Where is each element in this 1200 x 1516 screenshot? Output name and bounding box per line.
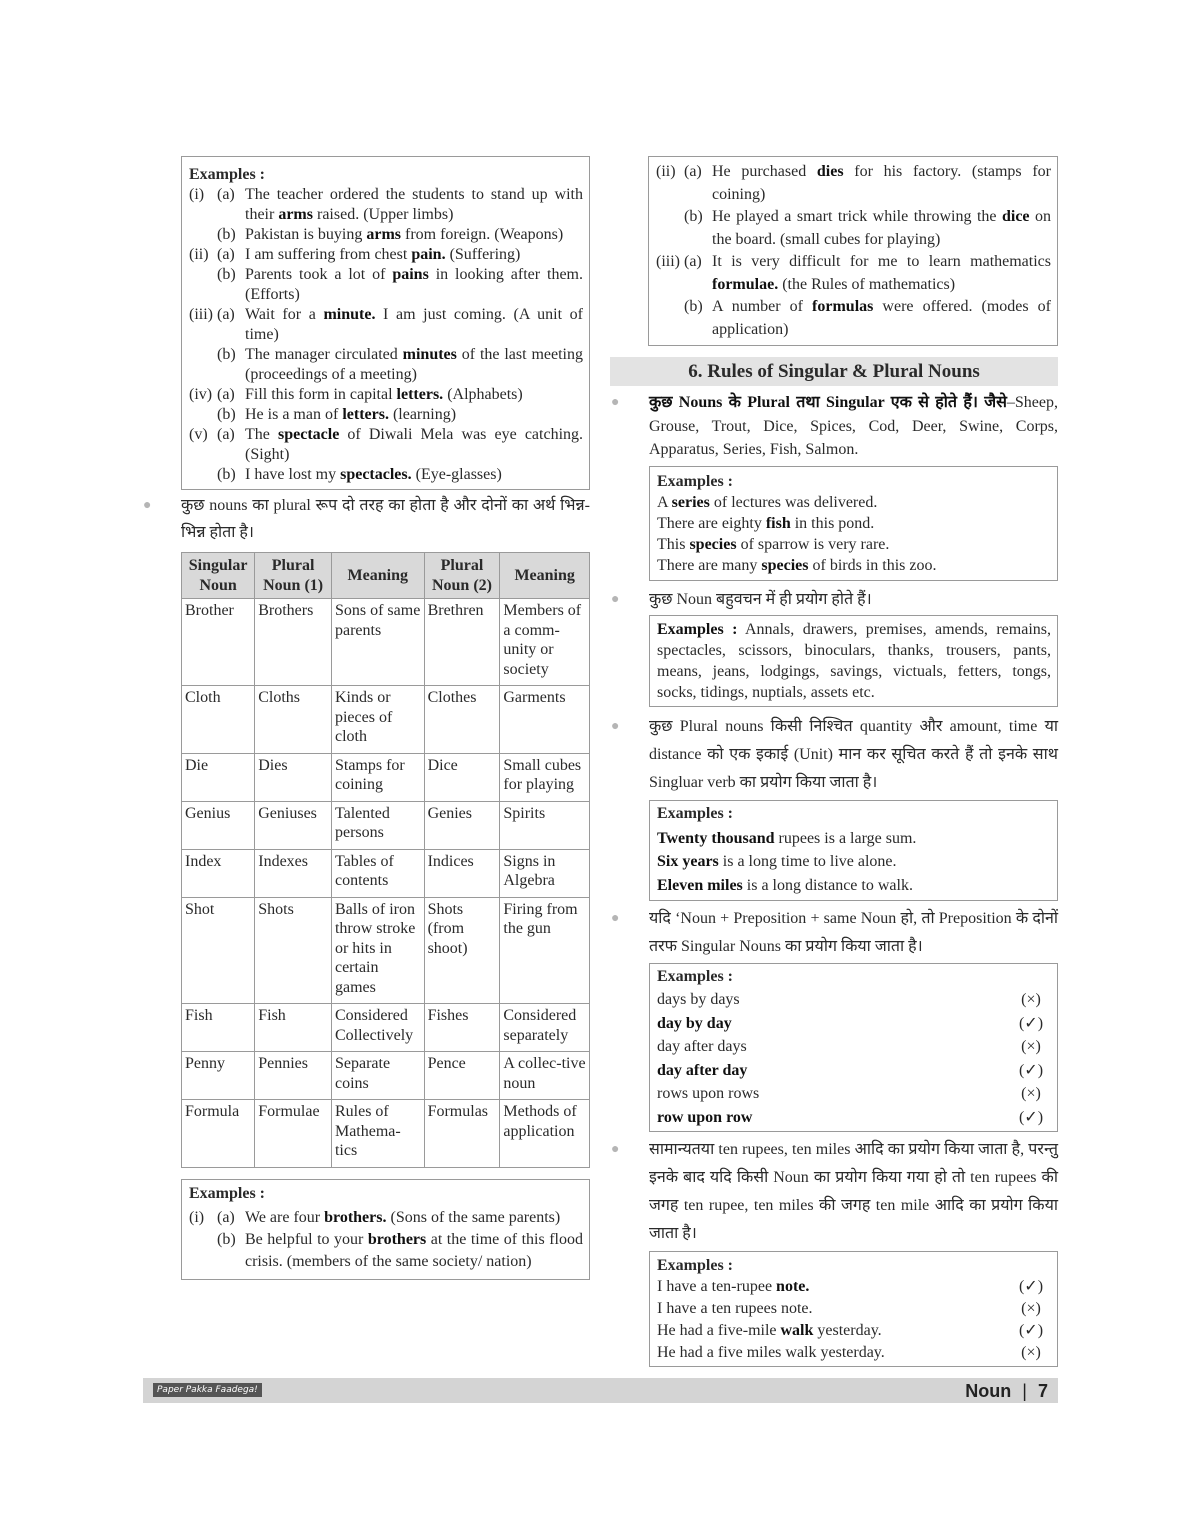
example-number bbox=[656, 206, 684, 251]
table-cell: Kinds or pieces of cloth bbox=[331, 686, 424, 754]
example-number: (ii) bbox=[656, 163, 676, 180]
example-text: The spectacle of Diwali Mela was eye catching. (Sight) bbox=[245, 426, 584, 463]
example-item bbox=[189, 1207, 583, 1229]
examples-heading: Examples : bbox=[189, 166, 265, 183]
example-row bbox=[657, 1082, 1051, 1106]
highlighted-word: formulas bbox=[812, 298, 874, 315]
example-item bbox=[656, 206, 1051, 251]
check-icon: (✓) bbox=[1018, 1014, 1044, 1032]
highlighted-word: minutes bbox=[402, 346, 457, 363]
table-cell: Indexes bbox=[255, 849, 332, 897]
example-text: I have lost my spectacles. (Eye-glasses) bbox=[245, 466, 502, 483]
example-item bbox=[656, 251, 1051, 296]
examples-heading: Examples : bbox=[657, 1257, 733, 1274]
cross-icon: (×) bbox=[1021, 1300, 1041, 1317]
example-phrase: day after day bbox=[657, 1061, 748, 1079]
bullet-icon: ● bbox=[611, 395, 620, 410]
example-text: Pakistan is buying arms from foreign. (Weapons) bbox=[245, 226, 564, 243]
example-item bbox=[189, 1229, 583, 1273]
example-sentence: Eleven miles is a long distance to walk. bbox=[657, 876, 913, 894]
table-cell: Methods of application bbox=[500, 1100, 590, 1168]
check-icon: (✓) bbox=[1018, 1108, 1044, 1126]
highlighted-word: pain. bbox=[411, 246, 446, 263]
example-item bbox=[656, 161, 1051, 206]
rule-same-singular-plural: ● कुछ Nouns के Plural तथा Singular एक से होते हैं। जैसे–Sheep, Grouse, Trout, Dice, Spices, Cod, Deer, Swine, Corps, Apparatus, Series, Fish, Salmon. bbox=[649, 391, 1058, 462]
bullet-icon: ● bbox=[611, 718, 620, 734]
example-phrase: day after days bbox=[657, 1038, 747, 1055]
example-row bbox=[657, 1342, 1051, 1364]
example-sentence: This species of sparrow is very rare. bbox=[657, 535, 890, 553]
table-cell: Clothes bbox=[424, 686, 500, 754]
example-letter: (a) bbox=[217, 246, 235, 263]
cross-icon: (×) bbox=[1021, 1038, 1041, 1055]
example-number: (iii) bbox=[656, 253, 680, 270]
cross-icon: (×) bbox=[1021, 1344, 1041, 1361]
table-cell: Talented persons bbox=[331, 801, 424, 849]
example-letter: (a) bbox=[217, 386, 235, 403]
examples-box-same-forms bbox=[649, 466, 1058, 581]
example-text: Be helpful to your brothers at the time of this flood crisis. (members of the same society/ nation) bbox=[245, 1230, 583, 1270]
check-icon: (✓) bbox=[1018, 1061, 1044, 1079]
example-number: (iii) bbox=[189, 306, 213, 323]
table-row bbox=[182, 1052, 590, 1100]
highlighted-word: spectacles. bbox=[340, 466, 412, 483]
table-cell: Small cubes for playing bbox=[500, 753, 590, 801]
table-cell: Fishes bbox=[424, 1004, 500, 1052]
table-cell: Considered separately bbox=[500, 1004, 590, 1052]
table-cell: Brother bbox=[182, 599, 255, 686]
example-item bbox=[189, 225, 583, 245]
example-sentence: Six years is a long time to live alone. bbox=[657, 853, 897, 870]
example-row bbox=[657, 1298, 1051, 1320]
table-cell: Geniuses bbox=[255, 801, 332, 849]
table-cell: Considered Collectively bbox=[331, 1004, 424, 1052]
example-letter: (a) bbox=[217, 186, 235, 203]
table-cell: Pennies bbox=[255, 1052, 332, 1100]
table-header-cell: Plural Noun (2) bbox=[424, 553, 500, 599]
table-header-cell: Plural Noun (1) bbox=[255, 553, 332, 599]
example-item bbox=[189, 305, 583, 345]
table-row bbox=[182, 599, 590, 686]
table-cell: Shots bbox=[255, 897, 332, 1004]
example-letter: (b) bbox=[684, 208, 703, 225]
example-letter: (b) bbox=[217, 466, 236, 483]
left-column bbox=[143, 156, 590, 1280]
example-item bbox=[189, 465, 583, 485]
check-icon: (✓) bbox=[1018, 1278, 1044, 1295]
bullet-icon: ● bbox=[143, 498, 152, 513]
footer-separator: | bbox=[1022, 1381, 1027, 1401]
example-number bbox=[189, 345, 217, 385]
example-phrase: rows upon rows bbox=[657, 1085, 760, 1102]
example-item bbox=[189, 385, 583, 405]
table-row bbox=[182, 1100, 590, 1168]
highlighted-word: arms bbox=[278, 206, 313, 223]
examples-heading: Examples : bbox=[657, 968, 733, 985]
examples-box-compound bbox=[649, 1251, 1058, 1367]
example-letter: (b) bbox=[684, 298, 703, 315]
table-cell: Dies bbox=[255, 753, 332, 801]
table-cell: Sons of same parents bbox=[331, 599, 424, 686]
table-cell: Brothers bbox=[255, 599, 332, 686]
example-text: He played a smart trick while throwing the dice on the board. (small cubes for playing) bbox=[712, 208, 1052, 248]
cross-icon: (×) bbox=[1021, 991, 1041, 1008]
example-sentence: Twenty thousand rupees is a large sum. bbox=[657, 829, 917, 847]
table-cell: Stamps for coining bbox=[331, 753, 424, 801]
table-cell: Indices bbox=[424, 849, 500, 897]
example-row bbox=[657, 988, 1051, 1012]
example-letter: (b) bbox=[217, 226, 236, 243]
example-number bbox=[189, 225, 217, 245]
table-cell: Brethren bbox=[424, 599, 500, 686]
table-cell: Spirits bbox=[500, 801, 590, 849]
table-header-cell: Meaning bbox=[500, 553, 590, 599]
rule-compound-adjective: ● सामान्यतया ten rupees, ten miles आदि का प्रयोग किया जाता है, परन्तु इनके बाद यदि किसी Noun का प्रयोग किया गया हो तो ten rupees की जगह ten rupee, ten miles की जगह ten mile आदि का प्रयोग किया जाता है। bbox=[649, 1136, 1058, 1248]
highlighted-word: dice bbox=[1001, 208, 1030, 225]
publisher-logo: Paper Pakka Faadega! bbox=[153, 1383, 262, 1397]
table-row bbox=[182, 801, 590, 849]
section-title: 6. Rules of Singular & Plural Nouns bbox=[610, 357, 1058, 386]
table-cell: Genies bbox=[424, 801, 500, 849]
examples-box-brothers bbox=[181, 1179, 590, 1280]
example-number: (iv) bbox=[189, 386, 213, 403]
table-cell: Garments bbox=[500, 686, 590, 754]
table-row bbox=[182, 849, 590, 897]
example-sentence: He had a five-mile walk yesterday. bbox=[657, 1322, 882, 1339]
page-number: 7 bbox=[1037, 1381, 1048, 1401]
highlighted-word: letters. bbox=[396, 386, 444, 403]
rule-noun-preposition-noun: ● यदि ‘Noun + Preposition + same Noun हो, तो Preposition के दोनों तरफ Singular Nouns का प्रयोग किया जाता है। bbox=[649, 905, 1058, 961]
example-text: Wait for a minute. I am just coming. (A unit of time) bbox=[245, 306, 583, 343]
highlighted-word: formulae. bbox=[712, 275, 779, 293]
table-cell: Signs in Algebra bbox=[500, 849, 590, 897]
example-text: We are four brothers. (Sons of the same parents) bbox=[245, 1208, 561, 1226]
example-item bbox=[189, 425, 583, 465]
example-number bbox=[189, 405, 217, 425]
example-letter: (b) bbox=[217, 406, 236, 423]
table-row bbox=[182, 753, 590, 801]
example-number: (i) bbox=[189, 1208, 205, 1226]
table-header-cell: Meaning bbox=[331, 553, 424, 599]
bullet-icon: ● bbox=[611, 911, 620, 926]
example-sentence: There are eighty fish in this pond. bbox=[657, 514, 875, 532]
table-cell: Formulae bbox=[255, 1100, 332, 1168]
example-sentence: I have a ten-rupee note. bbox=[657, 1278, 810, 1295]
rule-unit-singular-verb: ● कुछ Plural nouns किसी निश्चित quantity और amount, time या distance को एक इकाई (Unit) मान कर सूचित करते हैं तो इनके साथ Singluar verb का प्रयोग किया जाता है। bbox=[649, 713, 1058, 797]
example-number bbox=[189, 465, 217, 485]
table-header-cell: Singular Noun bbox=[182, 553, 255, 599]
table-cell: Shot bbox=[182, 897, 255, 1004]
table-cell: Formula bbox=[182, 1100, 255, 1168]
table-cell: Fish bbox=[182, 1004, 255, 1052]
table-cell: Cloths bbox=[255, 686, 332, 754]
example-number bbox=[189, 265, 217, 305]
highlighted-word: pains bbox=[392, 266, 429, 283]
example-letter: (b) bbox=[217, 266, 236, 283]
table-cell: Genius bbox=[182, 801, 255, 849]
highlighted-word: brothers. bbox=[324, 1208, 387, 1226]
example-number: (v) bbox=[189, 426, 208, 443]
right-column bbox=[610, 156, 1058, 1367]
example-row bbox=[657, 1035, 1051, 1059]
examples-box-plural-only: Examples : Annals, drawers, premises, amends, remains, spectacles, scissors, binoculars, thanks, trousers, pants, means, jeans, lodgings, savings, victuals, fetters, tongs, socks, tidings, nuptials, assets etc. bbox=[649, 615, 1058, 707]
examples-heading: Examples : bbox=[189, 1184, 265, 1202]
noun-plural-table bbox=[181, 552, 590, 1168]
highlighted-word: arms bbox=[366, 226, 401, 243]
example-number: (i) bbox=[189, 186, 205, 203]
example-text: Fill this form in capital letters. (Alphabets) bbox=[245, 386, 523, 403]
table-cell: Die bbox=[182, 753, 255, 801]
table-cell: Index bbox=[182, 849, 255, 897]
plural-two-forms-note: ● कुछ nouns का plural रूप दो तरह का होता है और दोनों का अर्थ भिन्न-भिन्न होता है। bbox=[181, 492, 590, 546]
chapter-name: Noun bbox=[965, 1381, 1012, 1401]
table-cell: Rules of Mathema-tics bbox=[331, 1100, 424, 1168]
examples-box-continued bbox=[648, 156, 1058, 346]
example-letter: (a) bbox=[217, 426, 235, 443]
example-phrase: row upon row bbox=[657, 1108, 753, 1126]
example-row bbox=[657, 1276, 1051, 1298]
example-text: Parents took a lot of pains in looking after them. (Efforts) bbox=[245, 266, 583, 303]
example-row bbox=[657, 1320, 1051, 1342]
table-cell: Separate coins bbox=[331, 1052, 424, 1100]
example-letter: (b) bbox=[217, 1230, 236, 1248]
example-sentence: I have a ten rupees note. bbox=[657, 1300, 813, 1317]
example-number bbox=[656, 296, 684, 341]
table-cell: Firing from the gun bbox=[500, 897, 590, 1004]
table-cell: A collec-tive noun bbox=[500, 1052, 590, 1100]
table-cell: Tables of contents bbox=[331, 849, 424, 897]
example-text: It is very difficult for me to learn mathematics formulae. (the Rules of mathematics) bbox=[712, 253, 1051, 293]
example-letter: (b) bbox=[217, 346, 236, 363]
cross-icon: (×) bbox=[1021, 1085, 1041, 1102]
example-letter: (a) bbox=[217, 1208, 235, 1226]
example-text: He purchased dies for his factory. (stamps for coining) bbox=[712, 163, 1052, 203]
rule-plural-only: ● कुछ Noun बहुवचन में ही प्रयोग होते हैं। bbox=[649, 586, 1058, 613]
table-row bbox=[182, 897, 590, 1004]
table-cell: Shots (from shoot) bbox=[424, 897, 500, 1004]
table-cell: Balls of iron throw stroke or hits in certain games bbox=[331, 897, 424, 1004]
example-item bbox=[189, 245, 583, 265]
example-number: (ii) bbox=[189, 246, 209, 263]
example-item bbox=[189, 405, 583, 425]
example-phrase: day by day bbox=[657, 1014, 732, 1032]
table-cell: Pence bbox=[424, 1052, 500, 1100]
example-item bbox=[189, 345, 583, 385]
highlighted-word: dies bbox=[816, 163, 844, 180]
highlighted-word: letters. bbox=[342, 406, 389, 423]
examples-box-meanings bbox=[181, 156, 590, 490]
example-item bbox=[189, 265, 583, 305]
examples-heading: Examples : bbox=[657, 804, 733, 822]
highlighted-word: brothers bbox=[367, 1230, 427, 1248]
example-text: I am suffering from chest pain. (Suffering) bbox=[245, 246, 521, 263]
examples-box-preposition bbox=[649, 963, 1058, 1132]
bullet-icon: ● bbox=[611, 1142, 620, 1157]
example-text: The teacher ordered the students to stand up with their arms raised. (Upper limbs) bbox=[245, 186, 583, 223]
example-letter: (a) bbox=[684, 163, 702, 180]
example-text: A number of formulas were offered. (modes of application) bbox=[712, 298, 1052, 338]
table-cell: Penny bbox=[182, 1052, 255, 1100]
example-item bbox=[656, 296, 1051, 341]
examples-heading: Examples : bbox=[657, 620, 738, 638]
example-letter: (a) bbox=[217, 306, 235, 323]
table-cell: Dice bbox=[424, 753, 500, 801]
table-cell: Fish bbox=[255, 1004, 332, 1052]
example-sentence: A series of lectures was delivered. bbox=[657, 493, 878, 511]
examples-box-unit bbox=[649, 800, 1058, 902]
example-letter: (a) bbox=[684, 253, 702, 270]
table-cell: Formulas bbox=[424, 1100, 500, 1168]
highlighted-word: spectacle bbox=[278, 426, 340, 443]
page-footer bbox=[143, 1378, 1058, 1403]
example-item bbox=[189, 185, 583, 225]
example-row bbox=[657, 1059, 1051, 1083]
table-row bbox=[182, 686, 590, 754]
example-phrase: days by days bbox=[657, 991, 740, 1008]
examples-heading: Examples : bbox=[657, 472, 733, 490]
example-row bbox=[657, 1012, 1051, 1036]
table-cell: Cloth bbox=[182, 686, 255, 754]
example-row bbox=[657, 1106, 1051, 1130]
table-row bbox=[182, 1004, 590, 1052]
example-sentence: There are many species of birds in this zoo. bbox=[657, 556, 937, 574]
example-text: He is a man of letters. (learning) bbox=[245, 406, 457, 423]
check-icon: (✓) bbox=[1018, 1322, 1044, 1339]
example-number bbox=[189, 1229, 217, 1273]
example-text: The manager circulated minutes of the last meeting (proceedings of a meeting) bbox=[245, 346, 583, 383]
example-sentence: He had a five miles walk yesterday. bbox=[657, 1344, 885, 1361]
highlighted-word: minute. bbox=[323, 306, 376, 323]
table-cell: Members of a comm-unity or society bbox=[500, 599, 590, 686]
bullet-icon: ● bbox=[611, 591, 620, 607]
